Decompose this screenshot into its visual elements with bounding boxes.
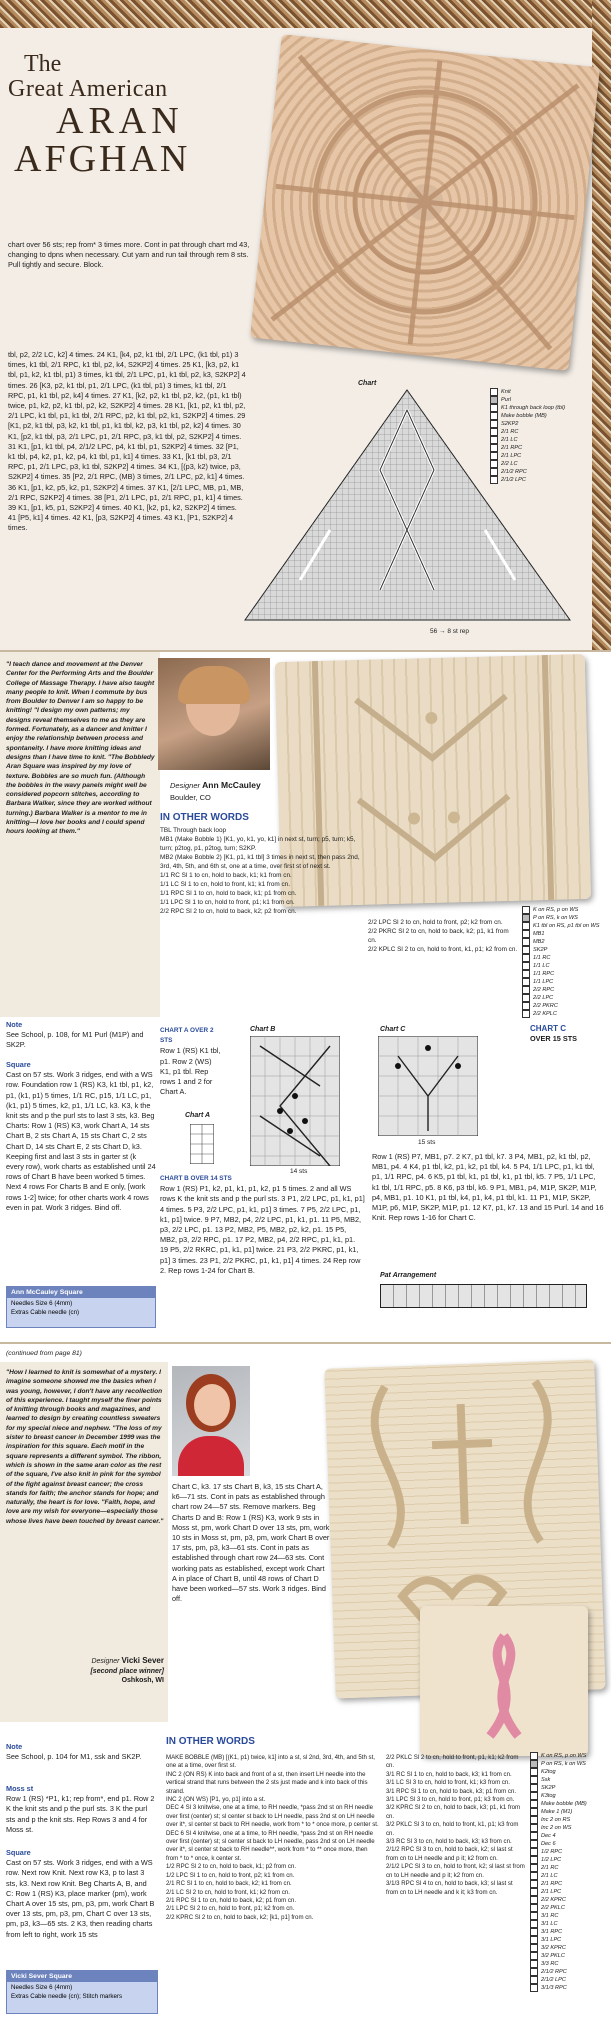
legend-item: 1/1 RPC bbox=[522, 970, 607, 978]
title-great-american: Great American bbox=[8, 76, 168, 102]
box-needles: Needles Size 6 (4mm) bbox=[11, 1300, 73, 1307]
legend-item: K on RS, p on WS bbox=[522, 906, 607, 914]
box-title-3: Vicki Sever Square bbox=[7, 1971, 157, 1982]
legend-item: Inc 2 on WS bbox=[530, 1824, 608, 1832]
chart-c-st-label: 15 sts bbox=[418, 1139, 436, 1146]
legend-item: 1/2 LPC bbox=[530, 1856, 608, 1864]
legend-item: 3/1 RC bbox=[530, 1912, 608, 1920]
knit-square-photo-1 bbox=[250, 34, 600, 371]
in-other-words-text-3: MAKE BOBBLE (MB) [(K1, p1) twice, k1] into a st, sl 2nd, 3rd, 4th, and 5th st, one at a time, over first st. INC 2 (ON RS) K into back and front of a st, then insert LH needle into the vertical strand that runs between the 2 sts just made and k into back of this strand. INC 2 (ON WS) [P1, yo, p1] into a st. DEC 4 Sl 3 knitwise, one at a time, to RH needle, *pass 2nd st on RH needle over first (center) st; sl center st back to LH needle, pass 2nd st on LH needle over it*, sl center st back to RH needle, work from * to * once more, p center st. DEC 6 Sl 4 knitwise, one at a time, to RH needle, *pass 2nd st on RH needle over first (center) st; sl center st back to LH needle, pass 2nd st on LH needle over it*, sl center st back to RH needle**, work from * to ** once more, then from * to * once, k center st. 1/2 RPC Sl 2 to cn, hold to back, k1; p2 from cn. 1/2 LPC Sl 1 to cn, hold to front, p2; k1 from cn. 2/1 RC Sl 1 to cn, hold to back, k2; k1 from cn. 2/1 LC Sl 2 to cn, hold to front, k1; k2 from cn. 2/1 RPC Sl 1 to cn, hold to back, k2; p1 from cn. 2/1 LPC Sl 2 to cn, hold to front, p1; k2 from cn. 2/2 KPRC Sl 2 to cn, hold to back, k2; [k1, p1] from cn. bbox=[166, 1754, 379, 1921]
legend-item: Make bobble (MB) bbox=[530, 1800, 608, 1808]
legend-item: Dec 4 bbox=[530, 1832, 608, 1840]
box-extras-3: Extras Cable needle (cn); Stitch markers bbox=[11, 1993, 123, 2000]
box-needles-3: Needles Size 6 (4mm) bbox=[11, 1984, 73, 1991]
chart-c-block bbox=[530, 1024, 604, 1044]
legend-item: 2/1 LC bbox=[530, 1872, 608, 1880]
legend-item: 2/2 KPRC bbox=[530, 1896, 608, 1904]
box-title: Ann McCauley Square bbox=[7, 1287, 155, 1298]
legend-item: K3tog bbox=[530, 1792, 608, 1800]
materials-box bbox=[6, 1286, 156, 1328]
chart-a-grid bbox=[190, 1124, 214, 1164]
legend-item: Make 1 (M1) bbox=[530, 1808, 608, 1816]
legend-item: K1 tbl on RS, p1 tbl on WS bbox=[522, 922, 607, 930]
legend-item: 2/2 PKRC bbox=[522, 1002, 607, 1010]
square-heading-3: Square bbox=[6, 1848, 31, 1857]
continued-note: (continued from page 81) bbox=[6, 1350, 82, 1357]
legend-item: 2/1 LPC bbox=[490, 452, 590, 460]
chart-title: Chart bbox=[358, 380, 377, 387]
note-text-3: See School, p. 104 for M1, ssk and SK2P. bbox=[6, 1752, 142, 1762]
legend-item: 2/2 RPC bbox=[522, 986, 607, 994]
designer-line: Designer Vicki Sever bbox=[91, 1656, 164, 1665]
row-instructions: tbl, p2, 2/2 LC, k2] 4 times. 24 K1, [k4, p2, k1 tbl, 2/1 LPC, (k1 tbl, p1) 3 times, k1 tbl, 2/1 RPC, k1 tbl, p2, k4, S2KP2] 4 times. 25 K1, [k3, p2, k1 tbl, p1, k2, k1 tbl, p1) 3 times, k1 tbl, 2/1 LPC, p1, k1 tbl, p2, k3, S2KP2] 4 times. 26 [K3, p2, k1 tbl, p1, 2/1 LPC, (k1 tbl, p1) 3 times, k1 tbl, 2/1 RPC, p1, k1 tbl, p2, k4] 4 times. 27 K1, [k2, p2, k1 tbl, p2, k2, (p1, k1 tbl) twice, p1, k2, p2, k1 tbl, p2, k2, S2KP2] 4 times. 28 K1, [k1, p2, k1 tbl, p2, 2/1 LPC, k1 tbl, p1, k1 tbl, 2/1 RPC, p2, k1 tbl, p2, k1, S2KP2] 4 times. 29 [K1, p2, k1 tbl, p3, k2, k1 tbl, p1, k1 tbl, k2, p3, k1 tbl, p2, k2] 4 times. 30 K1, [p2, k1 tbl, p3, 2/1 LPC, p1, 2/1 RPC, p3, k1 tbl, p2, S2KP2] 4 times. 31 K1, [p1, k1 tbl, p4, 2/1/2 LPC, p4, k1 tbl, p1, S2KP2] 4 times. 32 [P1, k1 tbl, p4, k2, p1, k2, p4, k1 tbl, p1, k1] 4 times. 33 K1, [k1 tbl, p3, 2/1 RPC, p1, 2/1 LPC, p3, k1 tbl, S2KP2] 4 times. 34 K1, [(p3, k2) twice, p3, S2KP2] 4 times. 35 [P2, 2/1 RPC, (MB) 3 times, 2/1 LPC, p2, k1] 4 times. 36 K1, [p1, k2, p5, k2, p1, S2KP2] 4 times. 37 K1, [2/1 LPC, MB, p1, MB, 2/1 RPC, S2KP2] 4 times. 38 [P1, 2/1 LPC, p1, 2/1 RPC, p1, k1] 4 times. 39 K1, [p1, k5, p1, S2KP2] 4 times. 40 K1, [k2, p1, k2, S2KP2] 4 times. 41 [P5, k1] 4 times. 42 K1, [p3, S2KP2] 4 times. 43 K1, [P1, S2KP2] 4 times. bbox=[8, 350, 246, 533]
legend-item: K on RS, p on WS bbox=[530, 1752, 608, 1760]
chart-a-block bbox=[160, 1026, 222, 1097]
legend-item: 1/1 LC bbox=[522, 962, 607, 970]
pattern-text-3: Chart C, k3. 17 sts Chart B, k3, 15 sts Chart A, k6—71 sts. Cont in pats as established through chart row 24—57 sts. Remove markers. Beg Charts D and B: Row 1 (RS) K3, work 9 sts in Moss st, pm, work Chart D over 13 sts, pm, work 10 sts in Moss st, pm, p3, pm, work Chart B over 17 sts, pm, p3, k3—61 sts. Cont in pats as established through chart row 24—63 sts. Cont working pats as established, except work Chart A in place of Chart B, until 48 rows of Chart D have been worked—57 sts. Work 3 ridges. Bind off. bbox=[172, 1482, 330, 1604]
legend-item: 2/1/2 LPC bbox=[530, 1976, 608, 1984]
title-afghan: AFGHAN bbox=[14, 138, 191, 180]
note-block bbox=[6, 1020, 156, 1051]
designer-quote: "I teach dance and movement at the Denver Center for the Performing Arts and the Boulder College of Massage Therapy. I have also taught many people to knit. When I commute by bus from Boulder to Denver I am so happy to be knitting! "I design my own patterns; my designs reveal themselves to me as they are formed. Fortunately, as a dancer and knitter I enjoy the relationship between process and spontaneity. I have more knitting ideas and designs than I have time to knit. "The Bobbledy Aran Square was inspired by my love of texture. Bobbles are so much fun. (Although the bobbles in the wavy panels might well be considered popcorn stitches, according to Barbara Walker, since they are worked without turning.) Barbara Walker is a mentor to me in knitting—I love her books and I could spend hours looking at them." bbox=[6, 661, 155, 836]
designer-note: [second place winner] bbox=[90, 1667, 164, 1675]
legend-item: MB2 bbox=[522, 938, 607, 946]
pat-arrangement-title: Pat Arrangement bbox=[380, 1272, 437, 1279]
legend-item: 2/1/2 RPC bbox=[530, 1968, 608, 1976]
designer-label: Designer Ann McCauley bbox=[170, 780, 261, 790]
section-bobbledy-square bbox=[0, 652, 611, 1342]
legend-item: Knit bbox=[490, 388, 590, 396]
title-the: The bbox=[24, 51, 62, 77]
designer-name-3: Vicki Sever bbox=[121, 1656, 164, 1665]
chart-a-heading: CHART A OVER 2 STS bbox=[160, 1027, 214, 1045]
note-block-3 bbox=[6, 1742, 156, 1762]
masthead bbox=[8, 52, 228, 178]
legend-item: 3/1 LC bbox=[530, 1920, 608, 1928]
legend-item: 2/2 KPLC bbox=[522, 1010, 607, 1018]
chart-legend-1 bbox=[490, 388, 590, 484]
legend-item: Inc 2 on RS bbox=[530, 1816, 608, 1824]
box-extras: Extras Cable needle (cn) bbox=[11, 1309, 80, 1316]
section-great-american-aran bbox=[0, 0, 611, 650]
moss-text: Row 1 (RS) *P1, k1; rep from*, end p1. Row 2 K the knit sts and p the purl sts. 3 K the purl sts and p the knit sts. Rep Rows 3 and 4 for Moss st. bbox=[6, 1794, 155, 1834]
legend-item: 2/1 RPC bbox=[530, 1880, 608, 1888]
designer-city: Boulder, CO bbox=[170, 793, 211, 802]
legend-item: 2/1/2 RPC bbox=[490, 468, 590, 476]
legend-item: Make bobble (MB) bbox=[490, 412, 590, 420]
moss-heading: Moss st bbox=[6, 1784, 34, 1793]
legend-item: 2/1 LC bbox=[490, 436, 590, 444]
chart-c-over: OVER 15 STS bbox=[530, 1034, 578, 1044]
chart-a-title: Chart A bbox=[185, 1112, 211, 1119]
note-text: See School, p. 108, for M1 Purl (M1P) and SK2P. bbox=[6, 1030, 144, 1050]
in-other-words-heading: IN OTHER WORDS bbox=[160, 812, 249, 823]
chart-b-grid bbox=[250, 1036, 340, 1166]
pink-ribbon-icon bbox=[420, 1606, 588, 1756]
chart-legend-2 bbox=[522, 906, 607, 1018]
legend-item: 2/1 RC bbox=[490, 428, 590, 436]
designer-photo-3 bbox=[172, 1366, 250, 1476]
materials-box-3 bbox=[6, 1970, 158, 2014]
note-heading: Note bbox=[6, 1020, 23, 1029]
chart-b-st-label: 14 sts bbox=[290, 1168, 308, 1175]
in-other-words-text-2: 2/2 LPC Sl 2 to cn, hold to front, p2; k2 from cn. 2/2 PKRC Sl 2 to cn, hold to back, k2; p1, k1 from cn. 2/2 KPLC Sl 2 to cn, hold to front, k1, p1; k2 from cn. bbox=[368, 919, 518, 953]
square-text: Cast on 57 sts. Work 3 ridges, end with a WS row. Foundation row 1 (RS) K3, k1 tbl, p1, k2, p1, (k1, p1) 5 times, 1/1 RC, p15, 1/1 LC, p1, (k1, p1) 5 times, k2, p1, 1/1 LC, k3. K3, k the knit sts and p the purl sts to last 3 sts, k3. Beg Charts: Row 1 (RS) K3, work Chart A, 14 sts Chart B, 2 sts Chart A, 15 sts Chart C, 2 sts Chart D, 14 sts Chart E, 2 sts Chart D, k3. Keeping first and last 3 sts in garter st (k every row), work charts as established until 24 rows of Chart B have been worked 5 times. Next 4 rows For Charts B and E only, [work rows 1-2] twice; for other charts work 4 rows even in pat. Work 3 ridges. Bind off. bbox=[6, 1070, 156, 1212]
legend-item: K2tog bbox=[530, 1768, 608, 1776]
designer-photo bbox=[158, 658, 270, 770]
title-aran: ARAN bbox=[56, 100, 184, 142]
chart-b-title: Chart B bbox=[250, 1026, 276, 1033]
legend-item: 1/1 RC bbox=[522, 954, 607, 962]
legend-item: 2/2 LC bbox=[490, 460, 590, 468]
legend-item: Dec 6 bbox=[530, 1840, 608, 1848]
legend-item: P on RS, k on WS bbox=[530, 1760, 608, 1768]
legend-item: Ssk bbox=[530, 1776, 608, 1784]
legend-item: 1/1 LPC bbox=[522, 978, 607, 986]
legend-item: 3/1 RPC bbox=[530, 1928, 608, 1936]
chart-footer: 56 → 8 st rep bbox=[430, 628, 470, 635]
pat-arrangement-strip bbox=[380, 1284, 587, 1308]
legend-item: 3/1/3 RPC bbox=[530, 1984, 608, 1992]
legend-item: 2/1 RC bbox=[530, 1864, 608, 1872]
chart-c-text: Row 1 (RS) P7, MB1, p7. 2 K7, p1 tbl, k7. 3 P4, MB1, p2, k1 tbl, p2, MB1, p4. 4 K4, p1 tbl, k2, p1, k2, p1 tbl, k4. 5 P4, 1/1 LPC, p1, k1 tbl, p1, 1/1 RPC, p4. 6 K5, p1 tbl, k1, p1 tbl, k1, p1 tbl, k5. 7 P5, 1/1 LPC, k1 tbl, 1/1 RPC, p5. 8 K6, p3 tbl, k6. 9 P1, MB1, p4, M1P, SK2P, M1P, p4, MB1, p1. 10 K1, p1 tbl, k4, p1, k4, p1 tbl, k1. 11 P1, M1P, SK2P, M1P, p6, M1P, SK2P, M1P, p1. 12 K7, p1, k7. 13 and 15 Purl. 14 and 16 Knit. Rep rows 1-16 for Chart C. bbox=[372, 1152, 604, 1223]
chart-c-heading: CHART C bbox=[530, 1024, 566, 1033]
chart-a-text: Row 1 (RS) K1 tbl, p1. Row 2 (WS) K1, p1 tbl. Rep rows 1 and 2 for Chart A. bbox=[160, 1046, 221, 1097]
legend-item: 2/1 RPC bbox=[490, 444, 590, 452]
chart-legend-3 bbox=[530, 1752, 608, 1992]
intro-text: chart over 56 sts; rep from* 3 times more. Cont in pat through chart rnd 43, changing to dpns when necessary. Cut yarn and run tail through rem 8 sts. Pull tightly and secure. Block. bbox=[8, 240, 250, 270]
square-block-3 bbox=[6, 1848, 156, 1940]
legend-item: S2KP2 bbox=[490, 420, 590, 428]
celtic-border-top bbox=[0, 0, 611, 28]
chart-b-heading: CHART B OVER 14 STS bbox=[160, 1175, 232, 1182]
chart-c-grid bbox=[378, 1036, 478, 1136]
legend-item: SK2P bbox=[530, 1784, 608, 1792]
square-heading: Square bbox=[6, 1060, 31, 1069]
legend-item: 2/2 LPC bbox=[522, 994, 607, 1002]
note-heading-3: Note bbox=[6, 1742, 23, 1751]
legend-item: SK2P bbox=[522, 946, 607, 954]
designer-city-3: Oshkosh, WI bbox=[121, 1677, 164, 1684]
legend-item: MB1 bbox=[522, 930, 607, 938]
chart-b-text: Row 1 (RS) P1, k2, p1, k1, p1, k2, p1 5 times. 2 and all WS rows K the knit sts and p the purl sts. 3 P1, 2/2 LPC, p1, k1, p1] 4 times. 5 P3, 2/2 LPC, p1, k1, p1] 3 times. 7 P5, 2/2 LPC, p1, k1, p1] twice. 9 P7, MB2, p4, 2/2 LPC, p1, k1, p1. 11 P5, MB2, p3, 2/2 LPC, p1. 13 P2, MB2, P5, MB2, p2, k2, p1. 15 P5, MB2, p3, 2/2 RPC, p1. 17 P2, MB2, p4, 2/2 RPC, p1, k1, p1. 19 P5, 2/2 RKRC, p1, k1, p1] twice. 21 P3, 2/2 PKRC, p1, k1, p1] 3 times. 23 P1, 2/2 PKRC, p1, k1, p1] 4 times. 24 Rep row 2. Rep rows 1-24 for Chart B. bbox=[160, 1184, 365, 1275]
legend-item: 3/2 KPRC bbox=[530, 1944, 608, 1952]
chart-b-block bbox=[160, 1174, 365, 1276]
legend-item: K1 through back loop (tbl) bbox=[490, 404, 590, 412]
pink-ribbon-square bbox=[420, 1606, 588, 1756]
in-other-words-text-3b: 2/2 PKLC Sl 2 to cn, hold to front, p1, k1; k2 from cn. 3/1 RC Sl 1 to cn, hold to back, k3; k1 from cn. 3/1 LC Sl 3 to cn, hold to front, k1; k3 from cn. 3/1 RPC Sl 1 to cn, hold to back, k3; p1 from cn. 3/1 LPC Sl 3 to cn, hold to front, p1; k3 from cn. 3/2 KPRC Sl 2 to cn, hold to back, k3; p1, k1 from cn. 3/2 PKLC Sl 3 to cn, hold to front, k1, p1; k3 from cn. 3/3 RC Sl 3 to cn, hold to back, k3; k3 from cn. 2/1/2 RPC Sl 3 to cn, hold to back, k2; sl last st from cn to LH needle and p it; k2 from cn. 2/1/2 LPC Sl 3 to cn, hold to front, k2; sl last st from cn to LH needle and p it; k2 from cn. 3/1/3 RPC Sl 4 to cn, hold to back, k3; sl last st from cn to LH needle and k it; k3 from cn. bbox=[386, 1754, 525, 1896]
chart-c-title: Chart C bbox=[380, 1026, 406, 1033]
legend-item: 2/1/2 LPC bbox=[490, 476, 590, 484]
cable-motif bbox=[250, 34, 600, 371]
designer-block-3 bbox=[16, 1656, 164, 1686]
legend-item: 3/3 RC bbox=[530, 1960, 608, 1968]
section-vicki-sever-square bbox=[0, 1344, 611, 2017]
designer-name: Ann McCauley bbox=[202, 780, 261, 790]
legend-item: 1/2 RPC bbox=[530, 1848, 608, 1856]
in-other-words-heading-3: IN OTHER WORDS bbox=[166, 1736, 255, 1747]
legend-item: 2/2 PKLC bbox=[530, 1904, 608, 1912]
square-block bbox=[6, 1060, 156, 1213]
square-text-3: Cast on 57 sts. Work 3 ridges, end with a WS row. Next row Knit. Next row K3, p to last 3 sts, k3. Next row Knit. Beg Charts A, B, and C: Row 1 (RS) K3, place marker (pm), work Chart A over 15 sts, pm, p3, pm, work Chart B over 13 sts, pm, p3, pm, Chart C over 13 sts, pm, p3, k3—65 sts. 2 K3, then reading charts from left to right, work 15 sts bbox=[6, 1858, 155, 1939]
legend-item: Purl bbox=[490, 396, 590, 404]
legend-item: P on RS, k on WS bbox=[522, 914, 607, 922]
legend-item: 3/2 PKLC bbox=[530, 1952, 608, 1960]
moss-block bbox=[6, 1784, 156, 1835]
legend-item: 2/1 LPC bbox=[530, 1888, 608, 1896]
in-other-words-text: TBL Through back loop MB1 (Make Bobble 1) [K1, yo, k1, yo, k1] in next st, turn; p5, turn; k5, turn; p2tog, p1, p2tog, turn; S2KP. MB2 (Make Bobble 2) [K1, p1, k1 tbl] 3 times in next st, then pass 2nd, 3rd, 4th, 5th, and 6th st, one at a time, over first st of next st. 1/1 RC Sl 1 to cn, hold to back, k1; k1 from cn. 1/1 LC Sl 1 to cn, hold to front, k1; k1 from cn. 1/1 RPC Sl 1 to cn, hold to back, k1; p1 from cn. 1/1 LPC Sl 1 to cn, hold to front, p1; k1 from cn. 2/2 RPC Sl 2 to cn, hold to back, k2; p2 from cn. bbox=[160, 827, 360, 915]
legend-item: 3/1 LPC bbox=[530, 1936, 608, 1944]
designer-quote-3: "How I learned to knit is somewhat of a mystery. I imagine someone showed me the basics when I was young, however, I don't have any recollection of this experience. I taught myself the finer points of knitting through books and magazines, and learned to design by creating countless sweaters for my special niece and nephew. "The loss of my sister to breast cancer in December 1999 was the inspiration for this square. Each motif in the square represents a different symbol. The ribbon, which is shown in the same aran color as the rest of the square, I've also knit in pink for the symbol of the fight against breast cancer; the cross stands for faith; the anchor stands for hope; and naturally, the heart is for love. "Faith, hope, and love are my wish for everyone—especially those whose lives have been touched by breast cancer." bbox=[6, 1369, 164, 1525]
